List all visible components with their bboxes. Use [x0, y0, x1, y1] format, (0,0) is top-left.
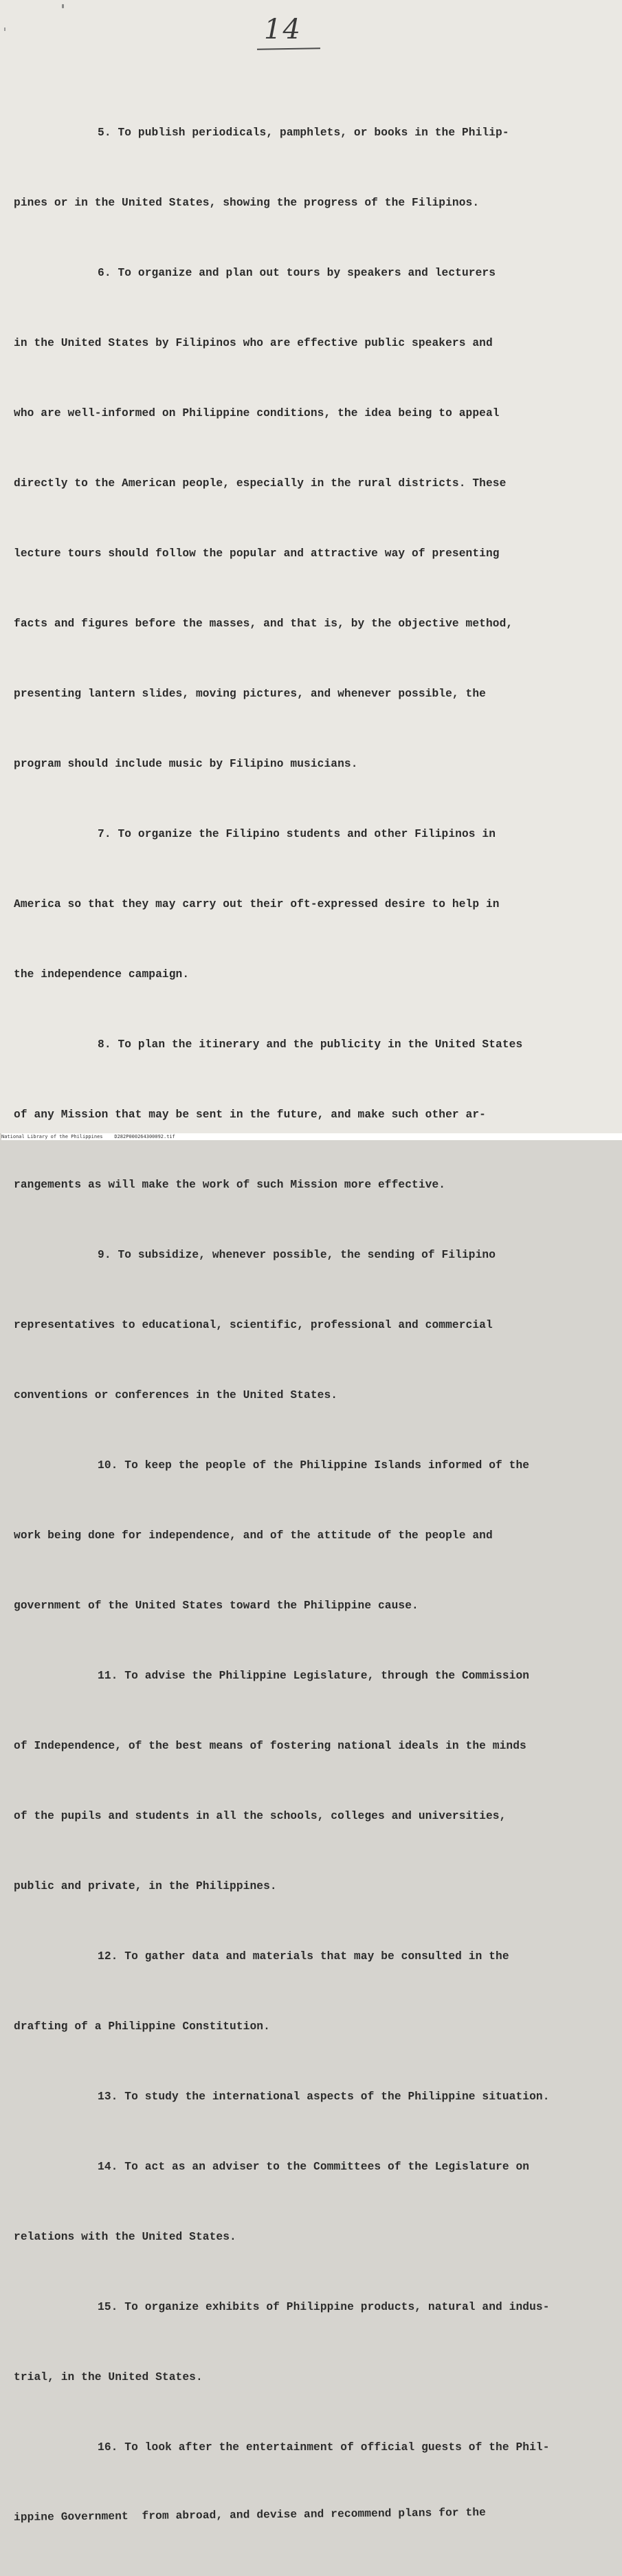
text-line: 6. To organize and plan out tours by speakers and lecturers [98, 267, 496, 279]
text-line: relations with the United States. [14, 2231, 236, 2243]
footer-file: D282P000264300092.tif [114, 1134, 175, 1139]
text-line: 12. To gather data and materials that may be consulted in the [98, 1950, 509, 1963]
page-number: 14 [264, 14, 302, 45]
text-line: 16. To look after the entertainment of official guests of the Phil- [98, 2441, 550, 2454]
text-line: 8. To plan the itinerary and the publicity in the United States [98, 1038, 523, 1051]
scan-footer [1, 1133, 622, 1140]
text-line: program should include music by Filipino musicians. [14, 758, 358, 770]
text-line: in the United States by Filipinos who are effective public speakers and [14, 337, 493, 349]
body-text [14, 74, 610, 2576]
text-line: 14. To act as an adviser to the Committees of the Legislature on [98, 2161, 530, 2173]
text-line: drafting of a Philippine Constitution. [14, 2020, 270, 2033]
text-line: 5. To publish periodicals, pamphlets, or books in the Philip- [98, 127, 509, 139]
text-line: 13. To study the international aspects of the Philippine situation. [98, 2091, 550, 2103]
text-line: presenting lantern slides, moving pictures, and whenever possible, the [14, 688, 486, 700]
text-line: who are well-informed on Philippine conditions, the idea being to appeal [14, 407, 500, 419]
text-line: government of the United States toward the Philippine cause. [14, 1600, 419, 1612]
scan-speck [62, 4, 64, 8]
text-line: 7. To organize the Filipino students and other Filipinos in [98, 828, 496, 840]
text-line: lecture tours should follow the popular and attractive way of presenting [14, 547, 500, 560]
text-line: 15. To organize exhibits of Philippine products, natural and indus- [98, 2301, 550, 2313]
text-line: of any Mission that may be sent in the future, and make such other ar- [14, 1109, 486, 1121]
text-line: rangements as will make the work of such Mission more effective. [14, 1179, 446, 1191]
text-line: 9. To subsidize, whenever possible, the sending of Filipino [98, 1249, 496, 1261]
scan-speck [4, 28, 5, 31]
text-line: public and private, in the Philippines. [14, 1880, 277, 1892]
text-line: representatives to educational, scientific, professional and commercial [14, 1319, 493, 1331]
text-line: ippine Government from abroad, and devise and recommend plans for the [13, 2506, 487, 2524]
text-line: conventions or conferences in the United States. [14, 1389, 338, 1401]
text-line: the independence campaign. [14, 968, 190, 981]
text-line: trial, in the United States. [14, 2371, 203, 2383]
text-line: America so that they may carry out their oft-expressed desire to help in [14, 898, 500, 910]
text-line: pines or in the United States, showing the progress of the Filipinos. [14, 197, 480, 209]
text-line: work being done for independence, and of the attitude of the people and [14, 1529, 493, 1542]
text-line: of the pupils and students in all the schools, colleges and universities, [14, 1810, 507, 1822]
text-line: directly to the American people, especially in the rural districts. These [14, 477, 507, 490]
text-line: facts and figures before the masses, and that is, by the objective method, [14, 618, 513, 630]
text-line: 10. To keep the people of the Philippine Islands informed of the [98, 1459, 530, 1472]
footer-library: National Library of the Philippines [1, 1134, 103, 1139]
text-line: 11. To advise the Philippine Legislature, through the Commission [98, 1670, 530, 1682]
page-number-underline [257, 47, 320, 50]
text-line: of Independence, of the best means of fostering national ideals in the minds [14, 1740, 526, 1752]
